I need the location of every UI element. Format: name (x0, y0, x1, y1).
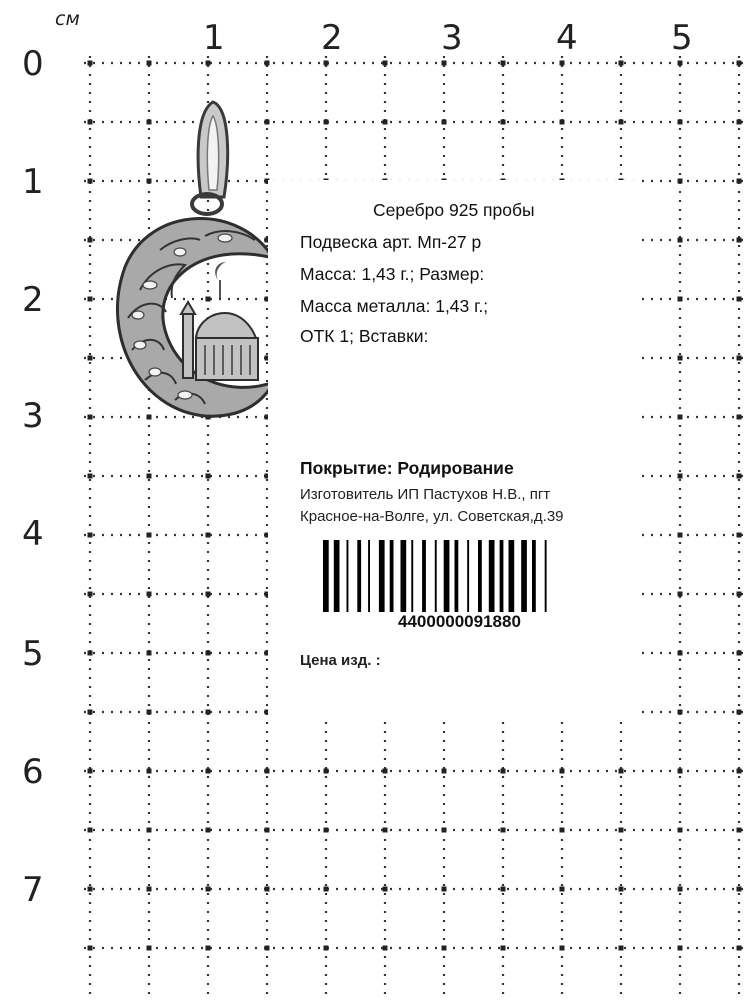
tag-coating: Покрытие: Родирование (300, 458, 514, 478)
grid-mark (206, 651, 211, 656)
grid-mark (442, 946, 447, 951)
grid-mark (560, 828, 565, 833)
grid-mark (206, 533, 211, 538)
ruler-y-label: 3 (22, 396, 44, 436)
grid-mark (619, 828, 624, 833)
grid-mark (501, 946, 506, 951)
tag-otk-inserts: ОТК 1; Вставки: (300, 326, 429, 346)
grid-mark (501, 887, 506, 892)
grid-mark (147, 946, 152, 951)
grid-mark (265, 828, 270, 833)
grid-mark (88, 828, 93, 833)
grid-mark (324, 887, 329, 892)
grid-mark (560, 769, 565, 774)
grid-mark (619, 769, 624, 774)
grid-mark (265, 120, 270, 125)
grid-mark (88, 297, 93, 302)
grid-mark (88, 61, 93, 66)
grid-mark (147, 120, 152, 125)
grid-mark (88, 415, 93, 420)
grid-mark (560, 61, 565, 66)
grid-mark (265, 887, 270, 892)
grid-mark (678, 415, 683, 420)
grid-mark (737, 769, 742, 774)
price-tag (268, 180, 640, 720)
grid-mark (147, 651, 152, 656)
grid-mark (619, 946, 624, 951)
grid-mark (206, 828, 211, 833)
ruler-y-label: 2 (22, 280, 44, 320)
grid-mark (147, 769, 152, 774)
grid-mark (678, 769, 683, 774)
grid-mark (678, 474, 683, 479)
grid-mark (501, 828, 506, 833)
barcode-bar (532, 540, 536, 612)
grid-mark (88, 238, 93, 243)
tag-metal-mass: Масса металла: 1,43 г.; (300, 296, 489, 316)
grid-mark (88, 179, 93, 184)
grid-mark (442, 828, 447, 833)
ruler-x-label: 2 (321, 18, 343, 58)
grid-mark (88, 356, 93, 361)
grid-mark (206, 474, 211, 479)
tag-header: Серебро 925 пробы (373, 200, 535, 220)
barcode-bar (411, 540, 413, 612)
grid-mark (88, 710, 93, 715)
barcode-bar (347, 540, 349, 612)
grid-mark (147, 415, 152, 420)
grid-mark (678, 887, 683, 892)
grid-mark (324, 61, 329, 66)
grid-mark (147, 887, 152, 892)
grid-mark (678, 179, 683, 184)
grid-mark (678, 120, 683, 125)
barcode-image (323, 540, 623, 612)
grid-mark (737, 179, 742, 184)
grid-mark (147, 179, 152, 184)
barcode-bar (489, 540, 495, 612)
grid-mark (324, 120, 329, 125)
grid-mark (619, 887, 624, 892)
grid-mark (147, 533, 152, 538)
grid-mark (265, 61, 270, 66)
grid-mark (737, 61, 742, 66)
grid-mark (737, 356, 742, 361)
grid-mark (501, 120, 506, 125)
ruler-x-label: 4 (556, 18, 578, 58)
tag-maker-line2: Красное-на-Волге, ул. Советская,д.39 (300, 508, 564, 525)
grid-mark (88, 120, 93, 125)
grid-mark (383, 61, 388, 66)
grid-mark (560, 887, 565, 892)
grid-mark (147, 710, 152, 715)
grid-mark (383, 887, 388, 892)
grid-mark (442, 887, 447, 892)
tag-article: Подвеска арт. Мп-27 р (300, 232, 482, 252)
grid-mark (265, 946, 270, 951)
grid-mark (678, 238, 683, 243)
barcode-bar (422, 540, 426, 612)
ruler-x-label: 5 (671, 18, 693, 58)
grid-mark (383, 946, 388, 951)
grid-mark (678, 710, 683, 715)
barcode-bar (467, 540, 469, 612)
barcode-bar (323, 540, 329, 612)
barcode-bar (401, 540, 407, 612)
grid-mark (383, 769, 388, 774)
barcode-bar (521, 540, 527, 612)
ruler-y-label: 1 (22, 162, 44, 202)
grid-mark (383, 120, 388, 125)
grid-mark (147, 828, 152, 833)
grid-mark (147, 61, 152, 66)
grid-mark (678, 946, 683, 951)
grid-mark (206, 61, 211, 66)
pendant-icon (117, 102, 274, 416)
grid-mark (88, 769, 93, 774)
grid-mark (737, 533, 742, 538)
grid-mark (737, 238, 742, 243)
grid-mark (88, 474, 93, 479)
tag-maker-line1: Изготовитель ИП Пастухов Н.В., пгт (300, 486, 551, 503)
grid-mark (206, 297, 211, 302)
ruler-y-label: 6 (22, 752, 44, 792)
barcode-bar (357, 540, 361, 612)
grid-mark (619, 120, 624, 125)
ruler-y-label: 5 (22, 634, 44, 674)
ruler-x-label: 1 (203, 18, 225, 58)
barcode-bar (478, 540, 482, 612)
grid-mark (88, 533, 93, 538)
barcode-bar (545, 540, 547, 612)
barcode-bar (509, 540, 515, 612)
grid-mark (737, 887, 742, 892)
grid-mark (678, 61, 683, 66)
price-label: Цена изд. : (300, 652, 381, 669)
grid-mark (147, 592, 152, 597)
barcode-bar (334, 540, 340, 612)
grid-mark (88, 887, 93, 892)
barcode-bar (379, 540, 385, 612)
grid-mark (501, 61, 506, 66)
barcode-bar (435, 540, 437, 612)
ruler-y-label: 0 (22, 44, 44, 84)
barcode-bar (444, 540, 450, 612)
ruler-y-label: 4 (22, 514, 44, 554)
grid-mark (324, 828, 329, 833)
grid-mark (737, 297, 742, 302)
grid-mark (737, 120, 742, 125)
ruler-x-label: 3 (441, 18, 463, 58)
ruler-y-label: 7 (22, 870, 44, 910)
grid-mark (678, 356, 683, 361)
grid-mark (678, 297, 683, 302)
grid-mark (206, 769, 211, 774)
grid-mark (206, 710, 211, 715)
barcode-bar (390, 540, 394, 612)
grid-mark (737, 710, 742, 715)
grid-mark (737, 415, 742, 420)
ruler-unit-label: см (55, 8, 80, 30)
grid-mark (619, 61, 624, 66)
grid-mark (442, 120, 447, 125)
grid-mark (88, 946, 93, 951)
barcode-bar (368, 540, 370, 612)
grid-mark (678, 651, 683, 656)
grid-mark (678, 592, 683, 597)
grid-mark (560, 120, 565, 125)
grid-mark (560, 946, 565, 951)
tag-mass-size: Масса: 1,43 г.; Размер: (300, 264, 485, 284)
grid-mark (737, 946, 742, 951)
grid-mark (678, 533, 683, 538)
grid-mark (383, 828, 388, 833)
grid-mark (442, 61, 447, 66)
grid-mark (206, 592, 211, 597)
grid-mark (678, 828, 683, 833)
grid-mark (88, 651, 93, 656)
grid-mark (265, 769, 270, 774)
grid-mark (501, 769, 506, 774)
barcode-number: 4400000091880 (398, 612, 521, 631)
grid-mark (88, 592, 93, 597)
grid-mark (324, 769, 329, 774)
grid-mark (737, 474, 742, 479)
barcode-bar (455, 540, 459, 612)
barcode-bar (500, 540, 504, 612)
grid-mark (206, 946, 211, 951)
grid-mark (737, 828, 742, 833)
grid-mark (737, 651, 742, 656)
grid-mark (147, 474, 152, 479)
grid-mark (206, 887, 211, 892)
grid-mark (737, 592, 742, 597)
grid-mark (324, 946, 329, 951)
grid-mark (442, 769, 447, 774)
